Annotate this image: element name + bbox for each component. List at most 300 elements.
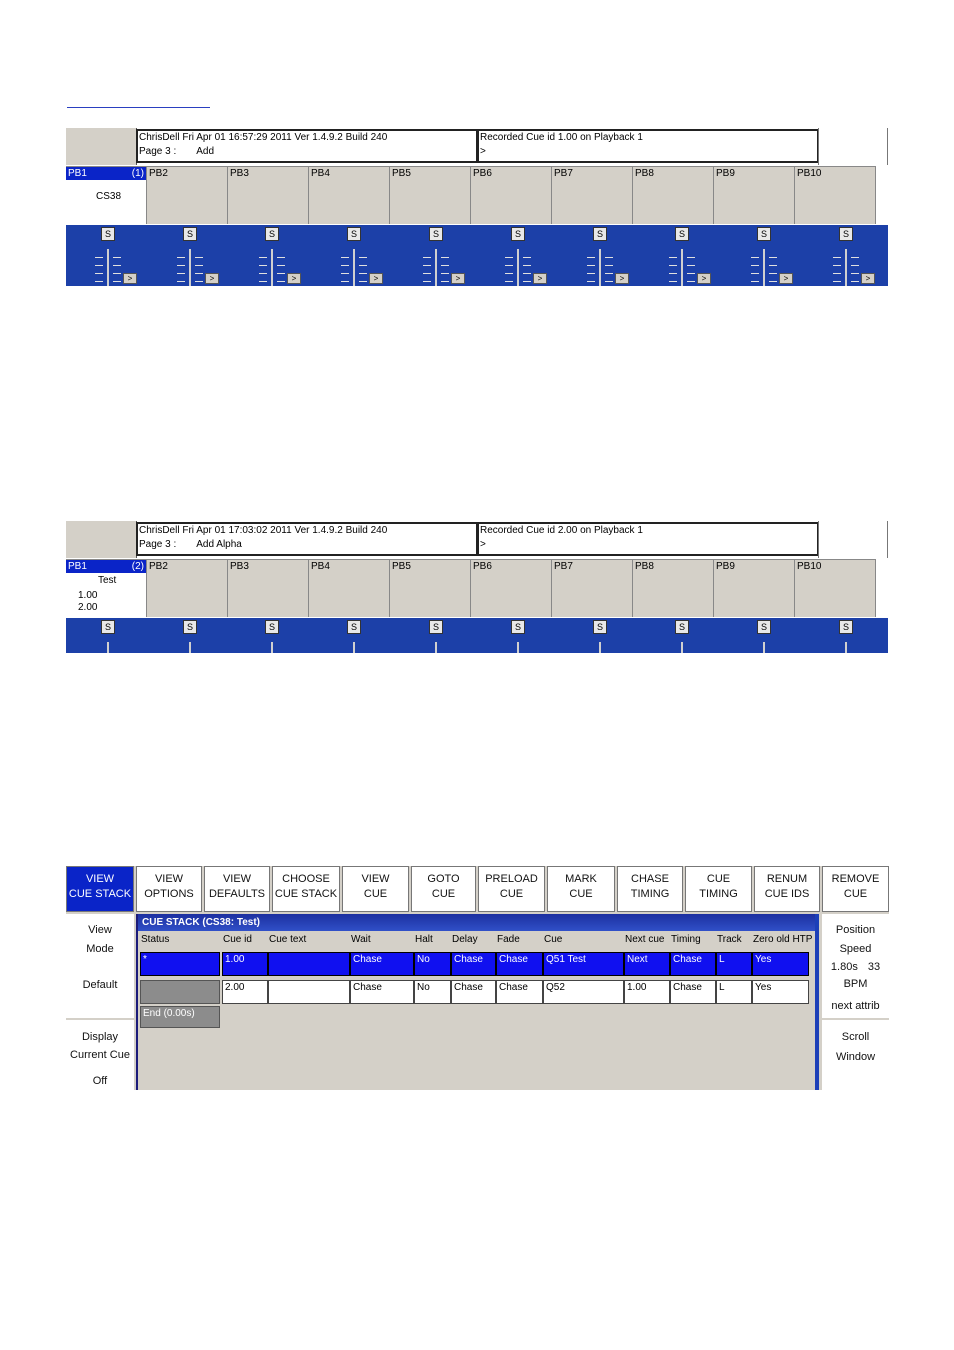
toolbar-button-label-2: TIMING	[699, 888, 738, 900]
playback-label: PB8	[635, 561, 654, 572]
page-label: Page 3 :	[139, 146, 177, 157]
cue-cell[interactable]: 2.00	[222, 980, 268, 1004]
fader-track	[845, 642, 847, 653]
fader-track	[107, 249, 109, 286]
playback-label: PB3	[230, 168, 249, 179]
cue-stack-title: CUE STACK (CS38: Test)	[138, 914, 815, 931]
fader-tick	[277, 265, 285, 266]
cue-cell[interactable]: 1.00	[222, 952, 268, 976]
fader-tick	[113, 257, 121, 258]
view-mode-label: View	[88, 924, 112, 936]
fader-tick	[195, 281, 203, 282]
toolbar-button-label: CHOOSE	[282, 873, 330, 885]
playback-label: PB1	[68, 561, 87, 572]
cue-cell[interactable]: Chase	[350, 980, 414, 1004]
fader-tick	[113, 265, 121, 266]
fader-tick	[751, 273, 759, 274]
fader-track	[189, 249, 191, 286]
fader-tick	[195, 265, 203, 266]
fader-tick	[195, 257, 203, 258]
playback-label: PB2	[149, 561, 168, 572]
next-attrib-label: next attrib	[831, 1000, 880, 1012]
playback-row	[66, 559, 888, 617]
playback-pb8[interactable]	[633, 166, 714, 224]
playback-pb3[interactable]	[228, 166, 309, 224]
fader-arrow-button[interactable]: >	[697, 273, 711, 284]
fader-tick	[95, 273, 103, 274]
fader-tick	[505, 273, 513, 274]
fader-track	[353, 249, 355, 286]
panel-corner	[66, 128, 137, 165]
command-message: Recorded Cue id 2.00 on Playback 1	[480, 525, 643, 536]
solo-button[interactable]: S	[675, 227, 689, 241]
playback-count: (1)	[131, 168, 144, 179]
fader-tick	[259, 273, 267, 274]
toolbar-button-label: REMOVE	[831, 873, 880, 885]
column-header: Timing	[671, 934, 701, 945]
toolbar-button-chase-timing[interactable]	[617, 866, 683, 912]
fader-track	[681, 249, 683, 286]
status-line: ChrisDell Fri Apr 01 16:57:29 2011 Ver 1.4.9.2 Build 240	[139, 132, 388, 143]
solo-button[interactable]: S	[511, 227, 525, 241]
fader-tick	[833, 281, 841, 282]
fader-tick	[177, 281, 185, 282]
toolbar-button-label-2: CUE	[363, 888, 388, 900]
page-link-underline[interactable]	[67, 107, 210, 108]
fader-tick	[523, 265, 531, 266]
fader-track	[435, 249, 437, 286]
command-prompt[interactable]: >	[480, 146, 486, 157]
panel-right-fill	[818, 128, 888, 165]
fader-tick	[769, 281, 777, 282]
fader-tick	[851, 257, 859, 258]
playback-label: PB10	[797, 168, 822, 179]
fader-tick	[195, 273, 203, 274]
fader-tick	[605, 273, 613, 274]
toolbar-button-label: MARK	[565, 873, 597, 885]
fader-tick	[423, 265, 431, 266]
fader-tick	[177, 273, 185, 274]
fader-tick	[523, 257, 531, 258]
fader-arrow-button[interactable]: >	[451, 273, 465, 284]
cue-end-row[interactable]: End (0.00s)	[140, 1006, 220, 1028]
speed-seconds: 1.80s	[830, 961, 858, 973]
fader-tick	[833, 273, 841, 274]
solo-button[interactable]: S	[429, 620, 443, 634]
fader-track	[845, 249, 847, 286]
fader-tick	[605, 265, 613, 266]
fader-tick	[687, 273, 695, 274]
cue-cell[interactable]: Yes	[752, 980, 809, 1004]
cue-cell[interactable]: Chase	[670, 980, 716, 1004]
playback-pb10[interactable]	[795, 166, 876, 224]
column-header: Cue text	[269, 934, 307, 945]
playback-pb6[interactable]	[471, 559, 552, 617]
playback-panel-2	[66, 521, 888, 653]
playback-pb5[interactable]	[390, 559, 471, 617]
toolbar-button-view-cue-stack[interactable]	[66, 866, 134, 912]
playback-label: PB5	[392, 561, 411, 572]
fader-bar	[66, 225, 888, 286]
fader-tick	[687, 281, 695, 282]
playback-pb7[interactable]	[552, 559, 633, 617]
toolbar-button-label-2: OPTIONS	[144, 888, 194, 900]
command-line-box[interactable]	[477, 129, 819, 163]
playback-label: PB7	[554, 561, 573, 572]
command-prompt[interactable]: >	[480, 539, 486, 550]
playback-label: PB9	[716, 168, 735, 179]
fader-track	[517, 642, 519, 653]
playback-pb2[interactable]	[147, 166, 228, 224]
toolbar-button-choose-cue-stack[interactable]	[272, 866, 340, 912]
page-label: Page 3 :	[139, 539, 177, 550]
solo-button[interactable]: S	[511, 620, 525, 634]
fader-bar	[66, 618, 888, 653]
cue-cell[interactable]: Q52	[543, 980, 624, 1004]
cue-stack-area	[136, 914, 819, 1090]
toolbar-button-view-defaults[interactable]	[204, 866, 270, 912]
playback-pb4[interactable]	[309, 559, 390, 617]
fader-track	[271, 249, 273, 286]
fader-tick	[441, 273, 449, 274]
toolbar-button-label: VIEW	[154, 873, 184, 885]
solo-button[interactable]: S	[593, 620, 607, 634]
page-line	[138, 538, 476, 552]
fader-tick	[605, 281, 613, 282]
page-mode: Add	[196, 146, 215, 157]
fader-arrow-button[interactable]: >	[861, 273, 875, 284]
solo-button[interactable]: S	[183, 227, 197, 241]
column-header: Zero old HTP	[753, 934, 813, 945]
toolbar-button-label-2: DEFAULTS	[208, 888, 266, 900]
fader-arrow-button[interactable]: >	[779, 273, 793, 284]
playback-label: PB2	[149, 168, 168, 179]
fader-track	[599, 642, 601, 653]
toolbar-button-mark-cue[interactable]	[547, 866, 615, 912]
fader-track	[189, 642, 191, 653]
fader-tick	[359, 281, 367, 282]
toolbar-button-label-2: CUE	[843, 888, 868, 900]
fader-tick	[259, 257, 267, 258]
solo-button[interactable]: S	[183, 620, 197, 634]
cue-cell[interactable]: Chase	[496, 980, 543, 1004]
fader-tick	[341, 273, 349, 274]
position-label: Position	[835, 924, 876, 936]
fader-tick	[669, 265, 677, 266]
cue-stack-window	[66, 866, 889, 1090]
fader-arrow-button[interactable]: >	[533, 273, 547, 284]
playback-label: PB7	[554, 168, 573, 179]
playback-pb1-header	[66, 167, 146, 180]
column-header: Delay	[452, 934, 478, 945]
display-label: Display	[81, 1031, 119, 1043]
toolbar-button-label-2: CUE	[431, 888, 456, 900]
command-message: Recorded Cue id 1.00 on Playback 1	[480, 132, 643, 143]
toolbar-button-label-2: CUE STACK	[274, 888, 338, 900]
fader-tick	[505, 257, 513, 258]
toolbar-button-preload-cue[interactable]	[478, 866, 545, 912]
playback-stack-name: CS38	[96, 191, 122, 202]
playback-label: PB1	[68, 168, 87, 179]
solo-button[interactable]: S	[757, 227, 771, 241]
fader-tick	[605, 257, 613, 258]
fader-tick	[751, 257, 759, 258]
fader-tick	[177, 265, 185, 266]
toolbar-button-label: RENUM	[766, 873, 808, 885]
solo-button[interactable]: S	[675, 620, 689, 634]
toolbar-button-label: CUE	[706, 873, 731, 885]
fader-tick	[587, 257, 595, 258]
fader-tick	[587, 281, 595, 282]
toolbar-button-goto-cue[interactable]	[411, 866, 476, 912]
column-header: Status	[141, 934, 170, 945]
view-mode-value: Default	[82, 979, 118, 991]
fader-tick	[259, 281, 267, 282]
scroll-window-panel[interactable]	[822, 1020, 889, 1090]
fader-tick	[769, 265, 777, 266]
scroll-label-2: Window	[835, 1051, 876, 1063]
playback-label: PB9	[716, 561, 735, 572]
playback-label: PB3	[230, 561, 249, 572]
cue-cell[interactable]	[268, 980, 350, 1004]
fader-arrow-button[interactable]: >	[287, 273, 301, 284]
fader-track	[599, 249, 601, 286]
toolbar-button-label: VIEW	[222, 873, 252, 885]
column-header: Halt	[415, 934, 433, 945]
playback-pb5[interactable]	[390, 166, 471, 224]
fader-track	[517, 249, 519, 286]
fader-track	[681, 642, 683, 653]
playback-pb6[interactable]	[471, 166, 552, 224]
playback-stack-name: Test	[98, 575, 117, 586]
toolbar-button-label-2: CUE IDS	[764, 888, 810, 900]
fader-tick	[751, 281, 759, 282]
solo-button[interactable]: S	[101, 227, 115, 241]
playback-pb4[interactable]	[309, 166, 390, 224]
cue-cell[interactable]: Chase	[451, 952, 496, 976]
speed-label: Speed	[839, 943, 872, 955]
fader-tick	[259, 265, 267, 266]
fader-tick	[113, 281, 121, 282]
toolbar-button-label-2: CUE STACK	[68, 888, 132, 900]
fader-tick	[851, 281, 859, 282]
fader-tick	[523, 281, 531, 282]
fader-tick	[587, 265, 595, 266]
fader-tick	[587, 273, 595, 274]
solo-button[interactable]: S	[593, 227, 607, 241]
fader-tick	[505, 265, 513, 266]
toolbar-button-view-cue[interactable]	[342, 866, 409, 912]
fader-tick	[505, 281, 513, 282]
playback-label: PB5	[392, 168, 411, 179]
speed-bpm-value: 33	[867, 961, 881, 973]
toolbar-button-cue-timing[interactable]	[685, 866, 752, 912]
playback-label: PB8	[635, 168, 654, 179]
fader-track	[763, 249, 765, 286]
fader-tick	[833, 257, 841, 258]
fader-tick	[441, 257, 449, 258]
fader-tick	[441, 265, 449, 266]
playback-pb1-header	[66, 560, 146, 573]
cue-cell[interactable]: Chase	[496, 952, 543, 976]
fader-track	[107, 642, 109, 653]
column-header: Track	[717, 934, 742, 945]
playback-pb9[interactable]	[714, 166, 795, 224]
bpm-label: BPM	[843, 978, 868, 990]
solo-button[interactable]: S	[101, 620, 115, 634]
cue-cell[interactable]	[268, 952, 350, 976]
cue-cell[interactable]: L	[716, 952, 752, 976]
fader-tick	[769, 273, 777, 274]
fader-tick	[359, 273, 367, 274]
fader-tick	[423, 257, 431, 258]
panel-corner	[66, 521, 137, 558]
cue-cell[interactable]: *	[140, 952, 220, 976]
solo-button[interactable]: S	[265, 227, 279, 241]
fader-tick	[751, 265, 759, 266]
display-current-cue-panel[interactable]	[66, 1020, 134, 1090]
status-line: ChrisDell Fri Apr 01 17:03:02 2011 Ver 1.4.9.2 Build 240	[139, 525, 388, 536]
speed-panel[interactable]	[822, 914, 889, 1018]
column-header: Wait	[351, 934, 371, 945]
toolbar-button-label: CHASE	[631, 873, 669, 885]
fader-tick	[95, 265, 103, 266]
toolbar-button-label-2: TIMING	[630, 888, 670, 900]
playback-pb8[interactable]	[633, 559, 714, 617]
solo-button[interactable]: S	[347, 620, 361, 634]
playback-count: (2)	[131, 561, 144, 572]
fader-tick	[359, 265, 367, 266]
fader-tick	[523, 273, 531, 274]
cue-cell[interactable]: Yes	[752, 952, 809, 976]
fader-tick	[177, 257, 185, 258]
fader-tick	[95, 257, 103, 258]
fader-tick	[277, 273, 285, 274]
toolbar-button-label: GOTO	[427, 873, 460, 885]
solo-button[interactable]: S	[839, 620, 853, 634]
toolbar-button-label: PRELOAD	[485, 873, 538, 885]
playback-pb1[interactable]	[66, 166, 147, 224]
toolbar-button-renum-cue-ids[interactable]	[754, 866, 820, 912]
toolbar-button-label-2: CUE	[569, 888, 593, 900]
playback-pb3[interactable]	[228, 559, 309, 617]
column-header: Cue	[544, 934, 563, 945]
toolbar-button-remove-cue[interactable]	[822, 866, 889, 912]
fader-tick	[113, 273, 121, 274]
fader-tick	[423, 273, 431, 274]
fader-arrow-button[interactable]: >	[205, 273, 219, 284]
status-box	[136, 522, 478, 556]
solo-button[interactable]: S	[839, 227, 853, 241]
fader-track	[271, 642, 273, 653]
solo-button[interactable]: S	[429, 227, 443, 241]
view-mode-label-2: Mode	[86, 943, 114, 955]
fader-track	[763, 642, 765, 653]
view-mode-panel[interactable]	[66, 914, 134, 1018]
toolbar-button-view-options[interactable]	[136, 866, 202, 912]
fader-tick	[669, 281, 677, 282]
fader-track	[353, 642, 355, 653]
fader-tick	[669, 257, 677, 258]
cue-cell[interactable]: Next	[624, 952, 670, 976]
fader-tick	[95, 281, 103, 282]
fader-tick	[341, 265, 349, 266]
cue-cell[interactable]: Chase	[451, 980, 496, 1004]
fader-tick	[277, 257, 285, 258]
playback-panel-1	[66, 128, 888, 286]
playback-pb9[interactable]	[714, 559, 795, 617]
toolbar-button-label: VIEW	[85, 873, 115, 885]
fader-tick	[687, 257, 695, 258]
display-value: Off	[92, 1075, 108, 1087]
status-box	[136, 129, 478, 163]
fader-tick	[833, 265, 841, 266]
fader-tick	[359, 257, 367, 258]
playback-pb2[interactable]	[147, 559, 228, 617]
playback-label: PB6	[473, 168, 492, 179]
playback-label: PB4	[311, 168, 330, 179]
playback-cue-1: 1.00	[78, 590, 98, 601]
fader-tick	[441, 281, 449, 282]
cue-cell[interactable]: No	[414, 952, 451, 976]
column-header: Fade	[497, 934, 520, 945]
fader-tick	[851, 265, 859, 266]
playback-label: PB4	[311, 561, 330, 572]
playback-row	[66, 166, 888, 224]
playback-pb7[interactable]	[552, 166, 633, 224]
cue-cell[interactable]: L	[716, 980, 752, 1004]
display-label-2: Current Cue	[70, 1049, 130, 1061]
toolbar-button-label-2: CUE	[499, 888, 524, 900]
fader-tick	[341, 281, 349, 282]
cue-cell[interactable]: Chase	[350, 952, 414, 976]
solo-button[interactable]: S	[347, 227, 361, 241]
fader-tick	[769, 257, 777, 258]
fader-tick	[341, 257, 349, 258]
fader-tick	[851, 273, 859, 274]
speed-value	[822, 961, 889, 973]
cue-cell[interactable]: 1.00	[624, 980, 670, 1004]
playback-label: PB10	[797, 561, 822, 572]
toolbar-button-label: VIEW	[361, 873, 390, 885]
fader-tick	[687, 265, 695, 266]
fader-tick	[277, 281, 285, 282]
fader-track	[435, 642, 437, 653]
command-line-box[interactable]	[477, 522, 819, 556]
playback-cue-2: 2.00	[78, 602, 98, 613]
panel-right-fill	[818, 521, 888, 558]
fader-arrow-button[interactable]: >	[123, 273, 137, 284]
playback-pb1[interactable]	[66, 559, 147, 617]
fader-tick	[669, 273, 677, 274]
column-header: Cue id	[223, 934, 252, 945]
playback-label: PB6	[473, 561, 492, 572]
column-header: Next cue	[625, 934, 665, 945]
solo-button[interactable]: S	[757, 620, 771, 634]
solo-button[interactable]: S	[265, 620, 279, 634]
cue-cell[interactable]: Chase	[670, 952, 716, 976]
cue-cell[interactable]: No	[414, 980, 451, 1004]
cue-cell[interactable]	[140, 980, 220, 1004]
fader-arrow-button[interactable]: >	[615, 273, 629, 284]
page-line	[138, 145, 476, 159]
fader-tick	[423, 281, 431, 282]
scroll-label: Scroll	[841, 1031, 870, 1043]
playback-pb10[interactable]	[795, 559, 876, 617]
fader-arrow-button[interactable]: >	[369, 273, 383, 284]
cue-cell[interactable]: Q51 Test	[543, 952, 624, 976]
page-mode: Add Alpha	[196, 539, 242, 550]
